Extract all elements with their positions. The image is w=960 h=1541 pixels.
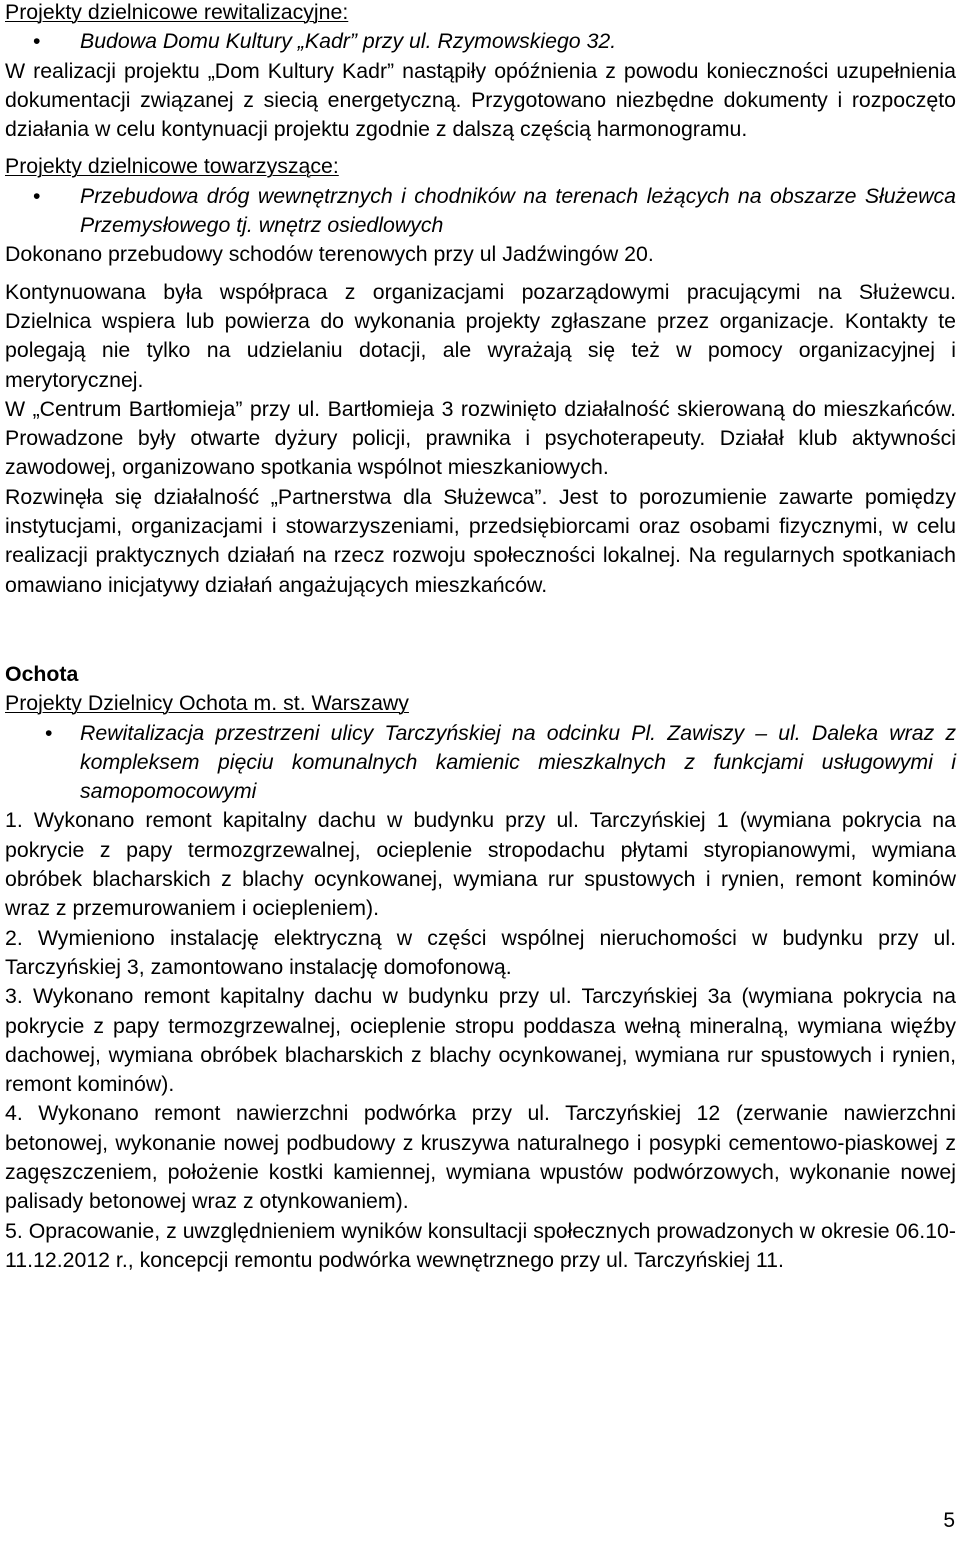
bullet-text: Rewitalizacja przestrzeni ulicy Tarczyńskiej na odcinku Pl. Zawiszy – ul. Daleka wraz z kompleksem pięciu komunalnych kamienic mieszkalnych z funkcjami usługowymi i samopomocowymi [80,720,956,804]
paragraph-centrum-bartlomieja: W „Centrum Bartłomieja” przy ul. Bartłomieja 3 rozwinięto działalność skierowaną do mieszkańców. Prowadzone były otwarte dyżury policji, prawnika i psychoterapeuty. Działał klub aktywności zawodowej, organizowano spotkania wspólnot mieszkaniowych. [5,396,956,480]
list-item-budowa-domu-kultury [5,27,956,56]
section-header-rewitalizacyjne: Projekty dzielnicowe rewitalizacyjne: [5,0,349,24]
section-header-towarzyszace: Projekty dzielnicowe towarzyszące: [5,154,339,179]
list-item-przebudowa-drog [5,182,956,241]
section-header-ochota: Projekty Dzielnicy Ochota m. st. Warszawy [5,691,409,716]
numbered-item-2: 2. Wymieniono instalację elektryczną w części wspólnej nieruchomości w budynku przy ul. Tarczyńskiej 3, zamontowano instalację domofonową. [5,925,956,979]
document-page [5,0,956,1275]
paragraph-schody: Dokonano przebudowy schodów terenowych przy ul Jadźwingów 20. [5,242,654,267]
paragraph-partnerstwo: Rozwinęła się działalność „Partnerstwa dla Służewca”. Jest to porozumienie zawarte pomiędzy instytucjami, organizacjami i stowarzyszeniami, przedsiębiorcami oraz osobami fizycznymi, w celu realizacji praktycznych działań na rzecz rozwoju społeczności lokalnej. Na regularnych spotkaniach omawiano inicjatywy działań angażujących mieszkańców. [5,484,956,597]
list-item-rewitalizacja [5,719,956,807]
numbered-item-4: 4. Wykonano remont nawierzchni podwórka przy ul. Tarczyńskiej 12 (zerwanie nawierzchni betonowej, wykonanie nowej podbudowy z kruszywa naturalnego i posypki cementowo-piaskowej z zagęszczeniem, położenie kostki kamiennej, wymiana wpustów podwórzowych, wykonanie nowej palisady betonowej wraz z otynkowaniem). [5,1101,956,1214]
numbered-item-1: 1. Wykonano remont kapitalny dachu w budynku przy ul. Tarczyńskiej 1 (wymiana pokrycia na pokrycie z papy termozgrzewalnej, ocieplenie stropodachu płytami styropianowymi, wymiana obróbek blacharskich z blachy ocynkowanej, wymiana rur spustowych i rynien, remont kominów wraz z przemurowaniem i ociepleniem). [5,808,956,921]
bullet-icon: • [33,29,41,54]
paragraph-dom-kultury: W realizacji projektu „Dom Kultury Kadr” nastąpiły opóźnienia z powodu konieczności uzupełnienia dokumentacji związanej z siecią energetyczną. Przygotowano niezbędne dokumenty i rozpoczęto działania w celu kontynuacji projektu zgodnie z dalszą częścią harmonogramu. [5,58,956,142]
numbered-item-5: 5. Opracowanie, z uwzględnieniem wyników konsultacji społecznych prowadzonych w okresie 06.10-11.12.2012 r., koncepcji remontu podwórka wewnętrznego przy ul. Tarczyńskiej 11. [5,1218,956,1272]
bullet-text: Budowa Domu Kultury „Kadr” przy ul. Rzymowskiego 32. [80,29,617,54]
paragraph-wspolpraca: Kontynuowana była współpraca z organizacjami pozarządowymi pracującymi na Służewcu. Dzielnica wspiera lub powierza do wykonania projekty zgłaszane przez organizacje. Kontakty te polegają nie tylko na udzielaniu dotacji, ale wyrażają się też w pomocy organizacyjnej i merytorycznej. [5,279,956,392]
bullet-text: Przebudowa dróg wewnętrznych i chodników na terenach leżących na obszarze Służewca Przemysłowego tj. wnętrz osiedlowych [80,183,956,238]
bullet-icon: • [33,183,41,208]
section-title-ochota: Ochota [5,661,79,686]
bullet-icon: • [45,720,53,745]
page-number: 5 [943,1509,955,1532]
numbered-item-3: 3. Wykonano remont kapitalny dachu w budynku przy ul. Tarczyńskiej 3a (wymiana pokrycia na pokrycie z papy termozgrzewalnej, ocieplenie stropu poddasza wełną mineralną, wymiana więźby dachowej, wymiana obróbek blacharskich z blachy ocynkowanej, wymiana rur spustowych i rynien, remont kominów). [5,984,956,1097]
